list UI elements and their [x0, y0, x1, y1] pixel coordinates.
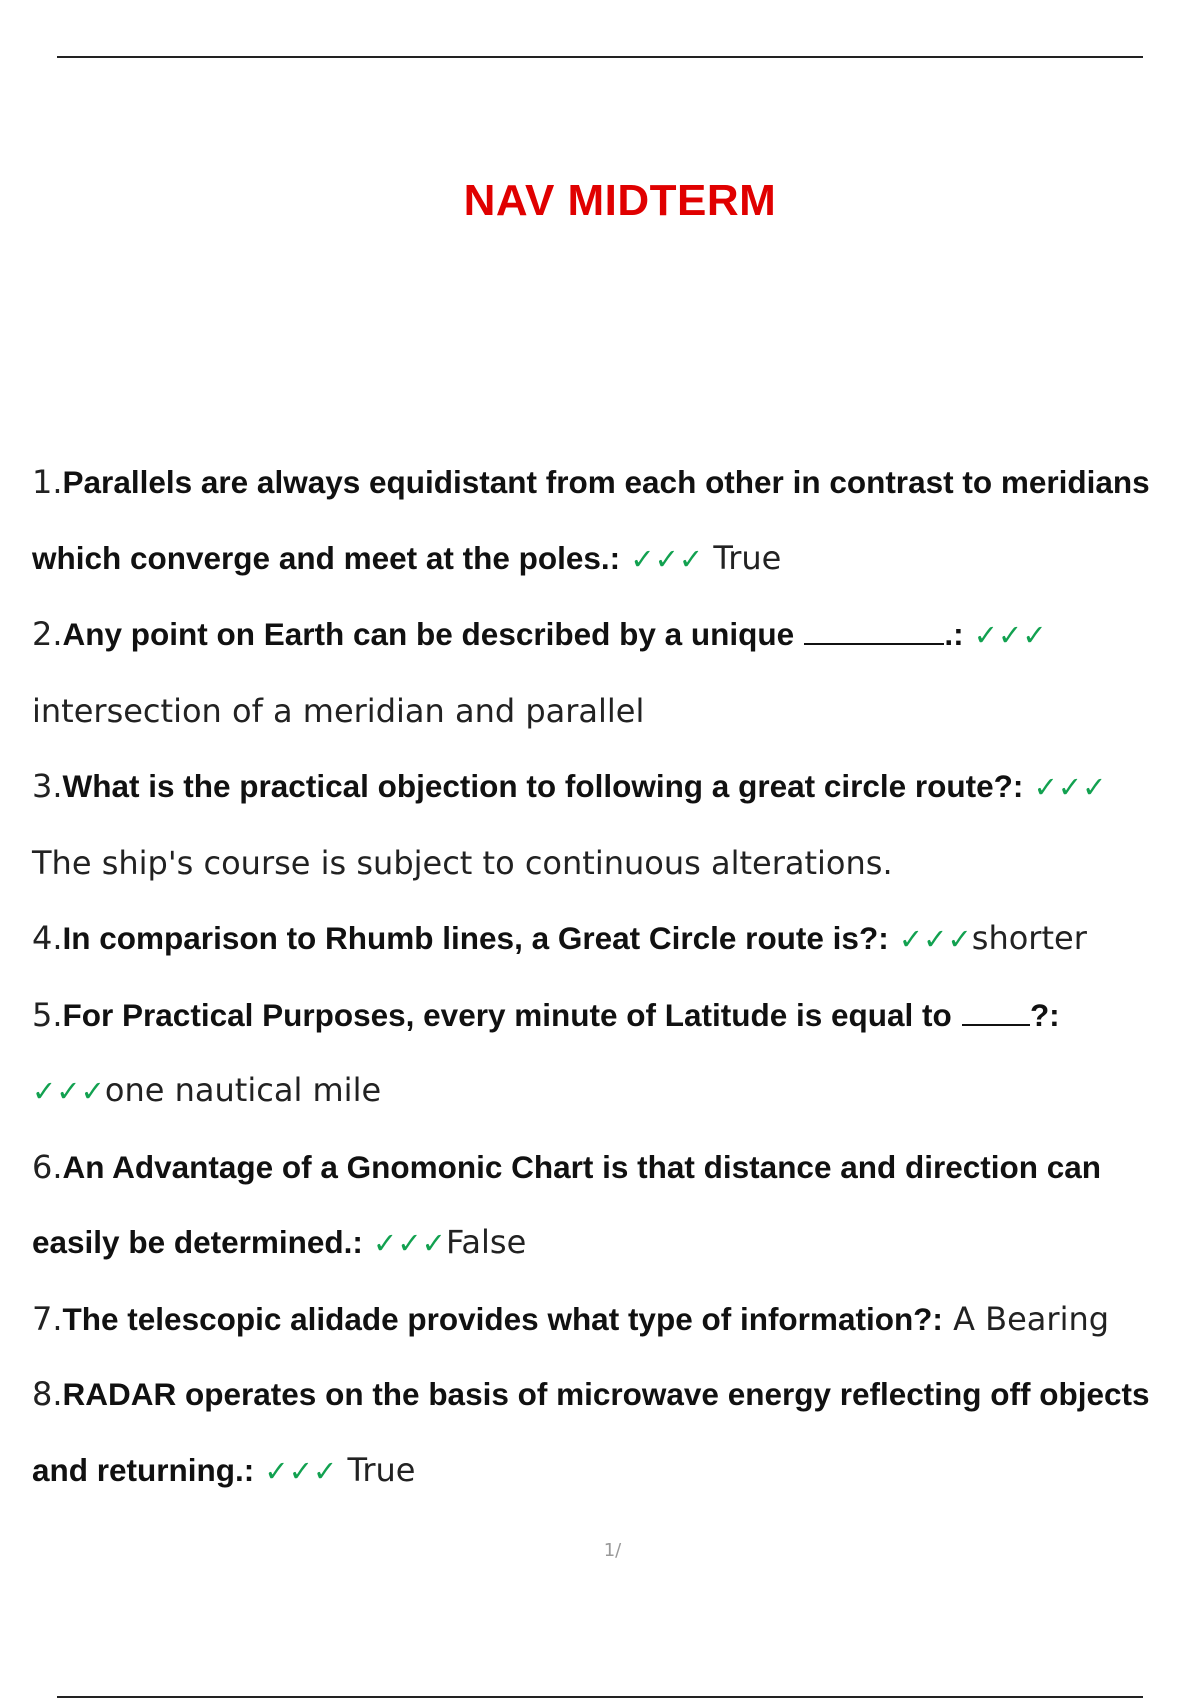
- question-text: Parallels are always equidistant from each other in contrast to meridians which converge and meet at the poles.:: [32, 464, 1150, 576]
- fill-in-blank: [962, 998, 1030, 1026]
- fill-in-blank: [804, 617, 944, 645]
- question-suffix: .:: [944, 616, 964, 652]
- qa-list: [32, 445, 1168, 1509]
- page-number: 1/: [603, 1540, 622, 1561]
- question-text: Any point on Earth can be described by a unique: [62, 616, 795, 652]
- answer-text: True: [337, 1450, 416, 1489]
- question-text: RADAR operates on the basis of microwave energy reflecting off objects and returning.:: [32, 1376, 1150, 1488]
- question-number: 1.: [32, 463, 63, 501]
- answer-text: intersection of a meridian and parallel: [32, 691, 645, 730]
- checkmark-icon: ✓✓✓: [973, 618, 1047, 652]
- document-title: NAV MIDTERM: [463, 176, 777, 225]
- qa-item-8: [32, 1357, 1168, 1509]
- checkmark-icon: ✓✓✓: [898, 922, 972, 956]
- answer-text: shorter: [971, 919, 1087, 957]
- question-text: The telescopic alidade provides what type of information?:: [62, 1300, 943, 1337]
- checkmark-icon: ✓✓✓: [264, 1453, 338, 1488]
- checkmark-icon: ✓✓✓: [1033, 770, 1107, 804]
- checkmark-icon: ✓✓✓: [32, 1074, 105, 1108]
- question-suffix: ?:: [1029, 996, 1060, 1033]
- qa-item-7: [32, 1282, 1168, 1358]
- question-text: What is the practical objection to following a great circle route?:: [62, 768, 1024, 804]
- qa-item-4: [32, 901, 1168, 978]
- answer-text: A Bearing: [942, 1299, 1110, 1338]
- question-number: 2.: [32, 615, 63, 653]
- qa-item-5: [32, 978, 1168, 1130]
- question-number: 6.: [32, 1147, 63, 1186]
- question-number: 3.: [32, 767, 63, 805]
- bottom-rule: [57, 1696, 1143, 1698]
- answer-text: False: [445, 1223, 527, 1261]
- qa-item-2: [32, 597, 1168, 749]
- qa-item-6: [32, 1130, 1168, 1282]
- question-number: 8.: [32, 1375, 63, 1413]
- answer-text: one nautical mile: [104, 1071, 382, 1109]
- qa-item-3: [32, 749, 1168, 901]
- question-text: In comparison to Rhumb lines, a Great Circle route is?:: [62, 920, 889, 956]
- question-text: For Practical Purposes, every minute of Latitude is equal to: [62, 996, 952, 1033]
- question-number: 7.: [32, 1299, 63, 1338]
- checkmark-icon: ✓✓✓: [373, 1226, 446, 1260]
- answer-text: The ship's course is subject to continuous alterations.: [32, 843, 893, 882]
- top-rule: [57, 56, 1143, 58]
- answer-text: True: [703, 538, 782, 577]
- question-number: 5.: [32, 995, 63, 1034]
- checkmark-icon: ✓✓✓: [630, 541, 704, 576]
- qa-item-1: [32, 445, 1168, 597]
- question-number: 4.: [32, 919, 63, 957]
- question-text: An Advantage of a Gnomonic Chart is that distance and direction can easily be determined.:: [32, 1148, 1102, 1260]
